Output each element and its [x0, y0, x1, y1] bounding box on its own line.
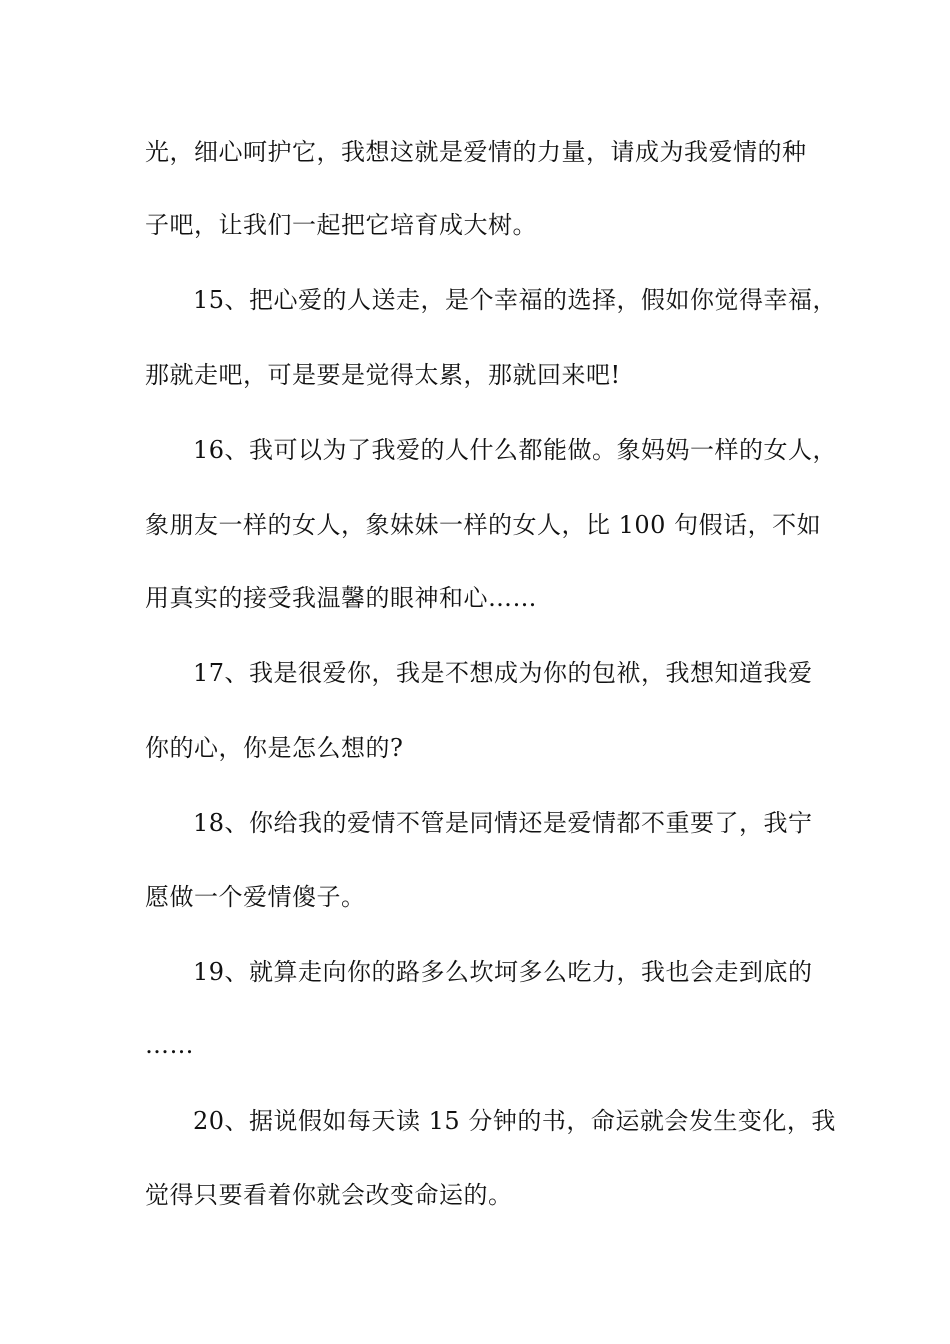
item-17-line-2: 你的心，你是怎么想的?: [145, 734, 404, 762]
item-19-line-2: ……: [145, 1031, 194, 1059]
item-17-line-1: 17、我是很爱你，我是不想成为你的包袱，我想知道我爱: [193, 659, 813, 687]
item-20-line-2: 觉得只要看着你就会改变命运的。: [145, 1181, 513, 1209]
text-line: 光，细心呵护它，我想这就是爱情的力量，请成为我爱情的种: [145, 138, 807, 166]
text-line: 子吧，让我们一起把它培育成大树。: [145, 211, 537, 239]
item-18-line-1: 18、你给我的爱情不管是同情还是爱情都不重要了，我宁: [193, 809, 813, 837]
item-19-line-1: 19、就算走向你的路多么坎坷多么吃力，我也会走到底的: [193, 958, 813, 986]
item-20-line-1: 20、据说假如每天读 15 分钟的书，命运就会发生变化，我: [193, 1107, 836, 1135]
item-16-line-1: 16、我可以为了我爱的人什么都能做。象妈妈一样的女人，: [193, 436, 838, 464]
item-15-line-2: 那就走吧，可是要是觉得太累，那就回来吧!: [145, 361, 621, 389]
item-16-line-2: 象朋友一样的女人，象妹妹一样的女人，比 100 句假话，不如: [145, 511, 822, 539]
item-18-line-2: 愿做一个爱情傻子。: [145, 883, 366, 911]
item-15-line-1: 15、把心爱的人送走，是个幸福的选择，假如你觉得幸福，: [193, 286, 838, 314]
item-16-line-3: 用真实的接受我温馨的眼神和心……: [145, 584, 537, 612]
